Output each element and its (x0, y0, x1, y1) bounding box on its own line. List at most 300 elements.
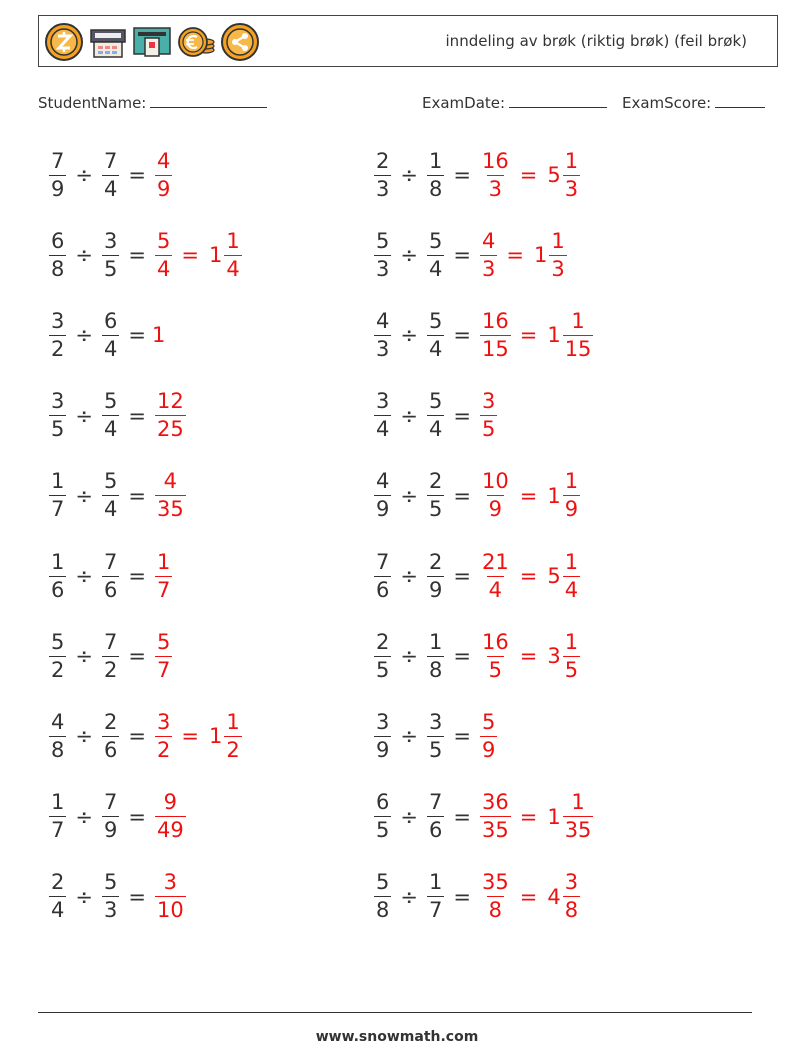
problem-item (46, 145, 175, 205)
answer (477, 629, 583, 682)
answer (477, 148, 583, 201)
divide-sign: ÷ (75, 804, 93, 829)
problem-item (46, 706, 245, 766)
denominator: 4 (428, 336, 443, 361)
fraction (49, 391, 66, 440)
numerator: 6 (376, 790, 390, 815)
answer-equals-sign: = (519, 804, 538, 829)
problem-item (46, 466, 189, 526)
equals-sign: = (453, 724, 471, 749)
numerator: 3 (51, 389, 65, 414)
denominator: 8 (51, 256, 65, 281)
answer-equals-sign: = (519, 323, 538, 348)
equals-sign: = (453, 323, 471, 348)
fraction (480, 148, 511, 201)
denominator: 15 (564, 336, 592, 361)
denominator: 35 (156, 497, 184, 522)
fraction (480, 792, 511, 841)
numerator: 3 (376, 709, 390, 734)
problem-item (371, 546, 583, 606)
denominator: 3 (564, 176, 579, 201)
numerator: 36 (481, 790, 509, 815)
denominator: 9 (481, 737, 496, 762)
numerator: 6 (103, 308, 118, 333)
divide-sign: ÷ (400, 804, 418, 829)
fraction (563, 629, 580, 682)
answer (477, 228, 570, 281)
fraction (155, 148, 172, 201)
fraction (224, 709, 241, 762)
denominator: 8 (488, 898, 503, 923)
denominator: 5 (51, 417, 65, 442)
numerator: 3 (428, 709, 443, 734)
numerator: 3 (156, 709, 171, 734)
problem-item (371, 466, 583, 526)
numerator: 16 (481, 629, 509, 654)
numerator: 2 (103, 709, 118, 734)
answer-equals-sign: = (519, 884, 538, 909)
answer (477, 549, 583, 602)
numerator: 1 (564, 469, 579, 494)
divide-sign: ÷ (400, 724, 418, 749)
fraction (427, 471, 444, 520)
denominator: 4 (51, 898, 65, 923)
denominator: 35 (564, 818, 592, 843)
fraction (563, 872, 580, 921)
numerator: 9 (163, 790, 178, 815)
answer (152, 792, 189, 841)
numerator: 5 (103, 469, 118, 494)
denominator: 6 (103, 577, 118, 602)
numerator: 7 (51, 148, 65, 173)
answer-equals-sign: = (519, 163, 538, 187)
student-name-label: StudentName: (38, 94, 147, 112)
denominator: 5 (428, 497, 443, 522)
equals-sign: = (128, 163, 146, 187)
denominator: 5 (488, 657, 503, 682)
fraction (155, 872, 186, 921)
denominator: 4 (103, 417, 118, 442)
divide-sign: ÷ (75, 483, 93, 508)
fraction (374, 629, 391, 682)
numerator: 35 (481, 870, 509, 895)
denominator: 10 (156, 898, 184, 923)
numerator: 1 (571, 308, 585, 333)
numerator: 3 (103, 228, 118, 253)
page-title: inndeling av brøk (riktig brøk) (feil brøk) (445, 32, 747, 50)
numerator: 3 (564, 870, 579, 895)
numerator: 4 (163, 469, 178, 494)
fraction (374, 148, 391, 201)
divide-sign: ÷ (75, 564, 93, 588)
mixed-whole: 1 (547, 323, 561, 348)
denominator: 2 (226, 737, 240, 762)
numerator: 5 (428, 308, 443, 333)
denominator: 9 (488, 497, 503, 522)
numerator: 12 (156, 389, 184, 414)
denominator: 3 (481, 256, 496, 281)
equals-sign: = (128, 564, 146, 588)
equals-sign: = (128, 724, 146, 749)
fraction (49, 872, 66, 921)
numerator: 5 (156, 228, 171, 253)
numerator: 5 (51, 629, 65, 654)
denominator: 2 (103, 657, 118, 682)
denominator: 49 (156, 818, 184, 843)
numerator: 16 (481, 148, 509, 173)
equals-sign: = (128, 804, 146, 829)
answer (477, 391, 500, 440)
equals-sign: = (453, 403, 471, 428)
denominator: 3 (103, 898, 118, 923)
problem-item (371, 787, 596, 847)
fraction (374, 228, 391, 281)
denominator: 3 (376, 256, 390, 281)
mixed-whole: 1 (208, 724, 223, 749)
denominator: 4 (103, 497, 118, 522)
divide-sign: ÷ (400, 403, 418, 428)
fraction (155, 391, 186, 440)
mixed-whole: 4 (547, 884, 561, 909)
fraction (155, 792, 186, 841)
denominator: 6 (428, 818, 443, 843)
fraction (102, 471, 119, 520)
answer (477, 471, 583, 520)
answer (477, 308, 596, 361)
fraction (102, 308, 119, 361)
fraction (480, 549, 511, 602)
numerator: 10 (481, 469, 509, 494)
fraction (224, 228, 241, 281)
numerator: 2 (51, 870, 65, 895)
denominator: 7 (156, 657, 171, 682)
fraction (155, 228, 172, 281)
numerator: 1 (428, 148, 443, 173)
divide-sign: ÷ (400, 483, 418, 508)
numerator: 4 (376, 308, 390, 333)
divide-sign: ÷ (400, 644, 418, 669)
numerator: 5 (428, 389, 443, 414)
fraction (102, 872, 119, 921)
denominator: 5 (481, 417, 496, 442)
answer-equals-sign: = (519, 564, 538, 588)
denominator: 4 (156, 256, 171, 281)
fraction (49, 709, 66, 762)
fraction (427, 709, 444, 762)
footer-divider (38, 1012, 752, 1013)
fraction (374, 792, 391, 841)
denominator: 6 (376, 577, 390, 602)
numerator: 1 (51, 549, 65, 574)
denominator: 9 (103, 818, 118, 843)
denominator: 9 (428, 577, 443, 602)
equals-sign: = (453, 163, 471, 187)
denominator: 7 (51, 818, 65, 843)
fraction (427, 629, 444, 682)
answer (152, 709, 245, 762)
equals-sign: = (128, 323, 146, 348)
numerator: 5 (376, 228, 390, 253)
denominator: 2 (156, 737, 171, 762)
numerator: 4 (481, 228, 496, 253)
denominator: 3 (376, 336, 390, 361)
answer (152, 629, 175, 682)
divide-sign: ÷ (75, 403, 93, 428)
fraction (102, 549, 119, 602)
numerator: 4 (376, 469, 390, 494)
answer (152, 228, 245, 281)
denominator: 9 (376, 497, 390, 522)
answer-equals-sign: = (506, 243, 524, 268)
divide-sign: ÷ (75, 644, 93, 669)
fraction (155, 629, 172, 682)
problem-item (46, 626, 175, 686)
fraction (49, 228, 66, 281)
fraction (102, 709, 119, 762)
fraction (102, 792, 119, 841)
mixed-whole: 5 (547, 564, 561, 588)
fraction (480, 228, 497, 281)
denominator: 4 (428, 417, 443, 442)
fraction (563, 148, 580, 201)
denominator: 7 (156, 577, 171, 602)
fraction (480, 872, 511, 921)
numerator: 21 (481, 549, 509, 574)
fraction (155, 471, 186, 520)
numerator: 7 (103, 148, 118, 173)
numerator: 3 (481, 389, 496, 414)
fraction (480, 629, 511, 682)
denominator: 6 (103, 737, 118, 762)
mixed-whole: 1 (208, 243, 223, 268)
denominator: 2 (51, 336, 65, 361)
fraction (427, 148, 444, 201)
divide-sign: ÷ (400, 163, 418, 187)
fraction (155, 709, 172, 762)
answer (152, 391, 189, 440)
answer (152, 549, 175, 602)
problem-item (371, 145, 583, 205)
mixed-whole: 1 (547, 804, 561, 829)
denominator: 8 (51, 737, 65, 762)
numerator: 16 (481, 308, 509, 333)
answer (152, 471, 189, 520)
denominator: 5 (428, 737, 443, 762)
denominator: 3 (551, 256, 565, 281)
equals-sign: = (128, 403, 146, 428)
footer-url: www.snowmath.com (315, 1029, 479, 1045)
numerator: 1 (564, 549, 579, 574)
fraction (374, 709, 391, 762)
denominator: 9 (564, 497, 579, 522)
divide-sign: ÷ (75, 323, 93, 348)
equals-sign: = (128, 243, 146, 268)
fraction (102, 391, 119, 440)
numerator: 4 (156, 148, 171, 173)
denominator: 4 (428, 256, 443, 281)
fraction (427, 549, 444, 602)
fraction (49, 629, 66, 682)
fraction (480, 391, 497, 440)
divide-sign: ÷ (75, 163, 93, 187)
numerator: 1 (226, 709, 240, 734)
denominator: 5 (376, 818, 390, 843)
denominator: 8 (564, 898, 579, 923)
divide-sign: ÷ (400, 323, 418, 348)
fraction (563, 792, 594, 841)
mixed-whole: 1 (547, 483, 561, 508)
denominator: 25 (156, 417, 184, 442)
denominator: 3 (376, 176, 390, 201)
denominator: 8 (376, 898, 390, 923)
fraction (374, 549, 391, 602)
fraction (49, 148, 66, 201)
fraction (563, 471, 580, 520)
fraction (374, 872, 391, 921)
fraction (427, 228, 444, 281)
divide-sign: ÷ (400, 884, 418, 909)
exam-score-label: ExamScore: (622, 94, 712, 112)
denominator: 8 (428, 176, 443, 201)
fraction (563, 308, 594, 361)
fraction (563, 549, 580, 602)
denominator: 5 (103, 256, 118, 281)
problem-item (371, 706, 500, 766)
fraction (480, 709, 497, 762)
numerator: 1 (226, 228, 240, 253)
answer (152, 323, 165, 347)
answer (152, 148, 175, 201)
problem-item (46, 386, 189, 446)
fraction (427, 391, 444, 440)
equals-sign: = (453, 884, 471, 909)
answer-equals-sign: = (181, 724, 199, 749)
problem-item (46, 225, 245, 285)
denominator: 5 (376, 657, 390, 682)
numerator: 5 (428, 228, 443, 253)
fraction (427, 308, 444, 361)
fraction (49, 308, 66, 361)
denominator: 4 (376, 417, 390, 442)
divide-sign: ÷ (75, 724, 93, 749)
fraction (549, 228, 566, 281)
numerator: 6 (51, 228, 65, 253)
denominator: 6 (51, 577, 65, 602)
answer (477, 792, 596, 841)
fraction (374, 391, 391, 440)
equals-sign: = (453, 804, 471, 829)
exam-date-label: ExamDate: (422, 94, 506, 112)
numerator: 5 (156, 629, 171, 654)
problem-item (46, 867, 189, 927)
answer (152, 872, 189, 921)
answer-equals-sign: = (181, 243, 199, 268)
numerator: 5 (103, 870, 118, 895)
denominator: 4 (226, 256, 240, 281)
numerator: 1 (156, 549, 171, 574)
denominator: 5 (564, 657, 579, 682)
numerator: 2 (376, 148, 390, 173)
denominator: 4 (103, 176, 118, 201)
equals-sign: = (453, 483, 471, 508)
numerator: 1 (428, 870, 443, 895)
numerator: 3 (163, 870, 178, 895)
numerator: 1 (51, 790, 65, 815)
numerator: 7 (428, 790, 443, 815)
problem-item (371, 386, 500, 446)
numerator: 1 (51, 469, 65, 494)
denominator: 7 (428, 898, 443, 923)
equals-sign: = (128, 644, 146, 669)
fraction (102, 228, 119, 281)
numerator: 2 (376, 629, 390, 654)
fraction (155, 549, 172, 602)
denominator: 15 (481, 336, 509, 361)
denominator: 9 (376, 737, 390, 762)
problem-item (371, 225, 570, 285)
mixed-whole: 3 (547, 644, 561, 669)
fraction (49, 792, 66, 841)
problem-item (371, 867, 583, 927)
denominator: 9 (51, 176, 65, 201)
problem-item (371, 305, 596, 365)
fraction (102, 629, 119, 682)
numerator: 2 (428, 549, 443, 574)
mixed-whole: 1 (533, 243, 548, 268)
fraction (427, 792, 444, 841)
denominator: 7 (51, 497, 65, 522)
problem-item (371, 626, 583, 686)
equals-sign: = (128, 483, 146, 508)
numerator: 4 (51, 709, 65, 734)
equals-sign: = (453, 243, 471, 268)
divide-sign: ÷ (400, 564, 418, 588)
numerator: 5 (103, 389, 118, 414)
problem-item (46, 546, 175, 606)
fraction (374, 471, 391, 520)
answer (477, 872, 583, 921)
denominator: 35 (481, 818, 509, 843)
numerator: 3 (376, 389, 390, 414)
numerator: 7 (103, 549, 118, 574)
numerator: 1 (564, 148, 579, 173)
divide-sign: ÷ (400, 243, 418, 268)
equals-sign: = (453, 564, 471, 588)
fraction (480, 471, 511, 520)
denominator: 4 (564, 577, 579, 602)
fraction (49, 549, 66, 602)
fraction (374, 308, 391, 361)
answer-equals-sign: = (519, 483, 538, 508)
numerator: 7 (376, 549, 390, 574)
denominator: 8 (428, 657, 443, 682)
denominator: 3 (488, 176, 503, 201)
equals-sign: = (128, 884, 146, 909)
numerator: 7 (103, 790, 118, 815)
numerator: 1 (428, 629, 443, 654)
denominator: 9 (156, 176, 171, 201)
problem-item (46, 787, 189, 847)
numerator: 1 (564, 629, 579, 654)
divide-sign: ÷ (75, 243, 93, 268)
denominator: 4 (103, 336, 118, 361)
denominator: 2 (51, 657, 65, 682)
mixed-whole: 5 (547, 163, 561, 187)
answer-integer: 1 (151, 323, 166, 348)
numerator: 1 (551, 228, 565, 253)
divide-sign: ÷ (75, 884, 93, 909)
answer (477, 709, 500, 762)
